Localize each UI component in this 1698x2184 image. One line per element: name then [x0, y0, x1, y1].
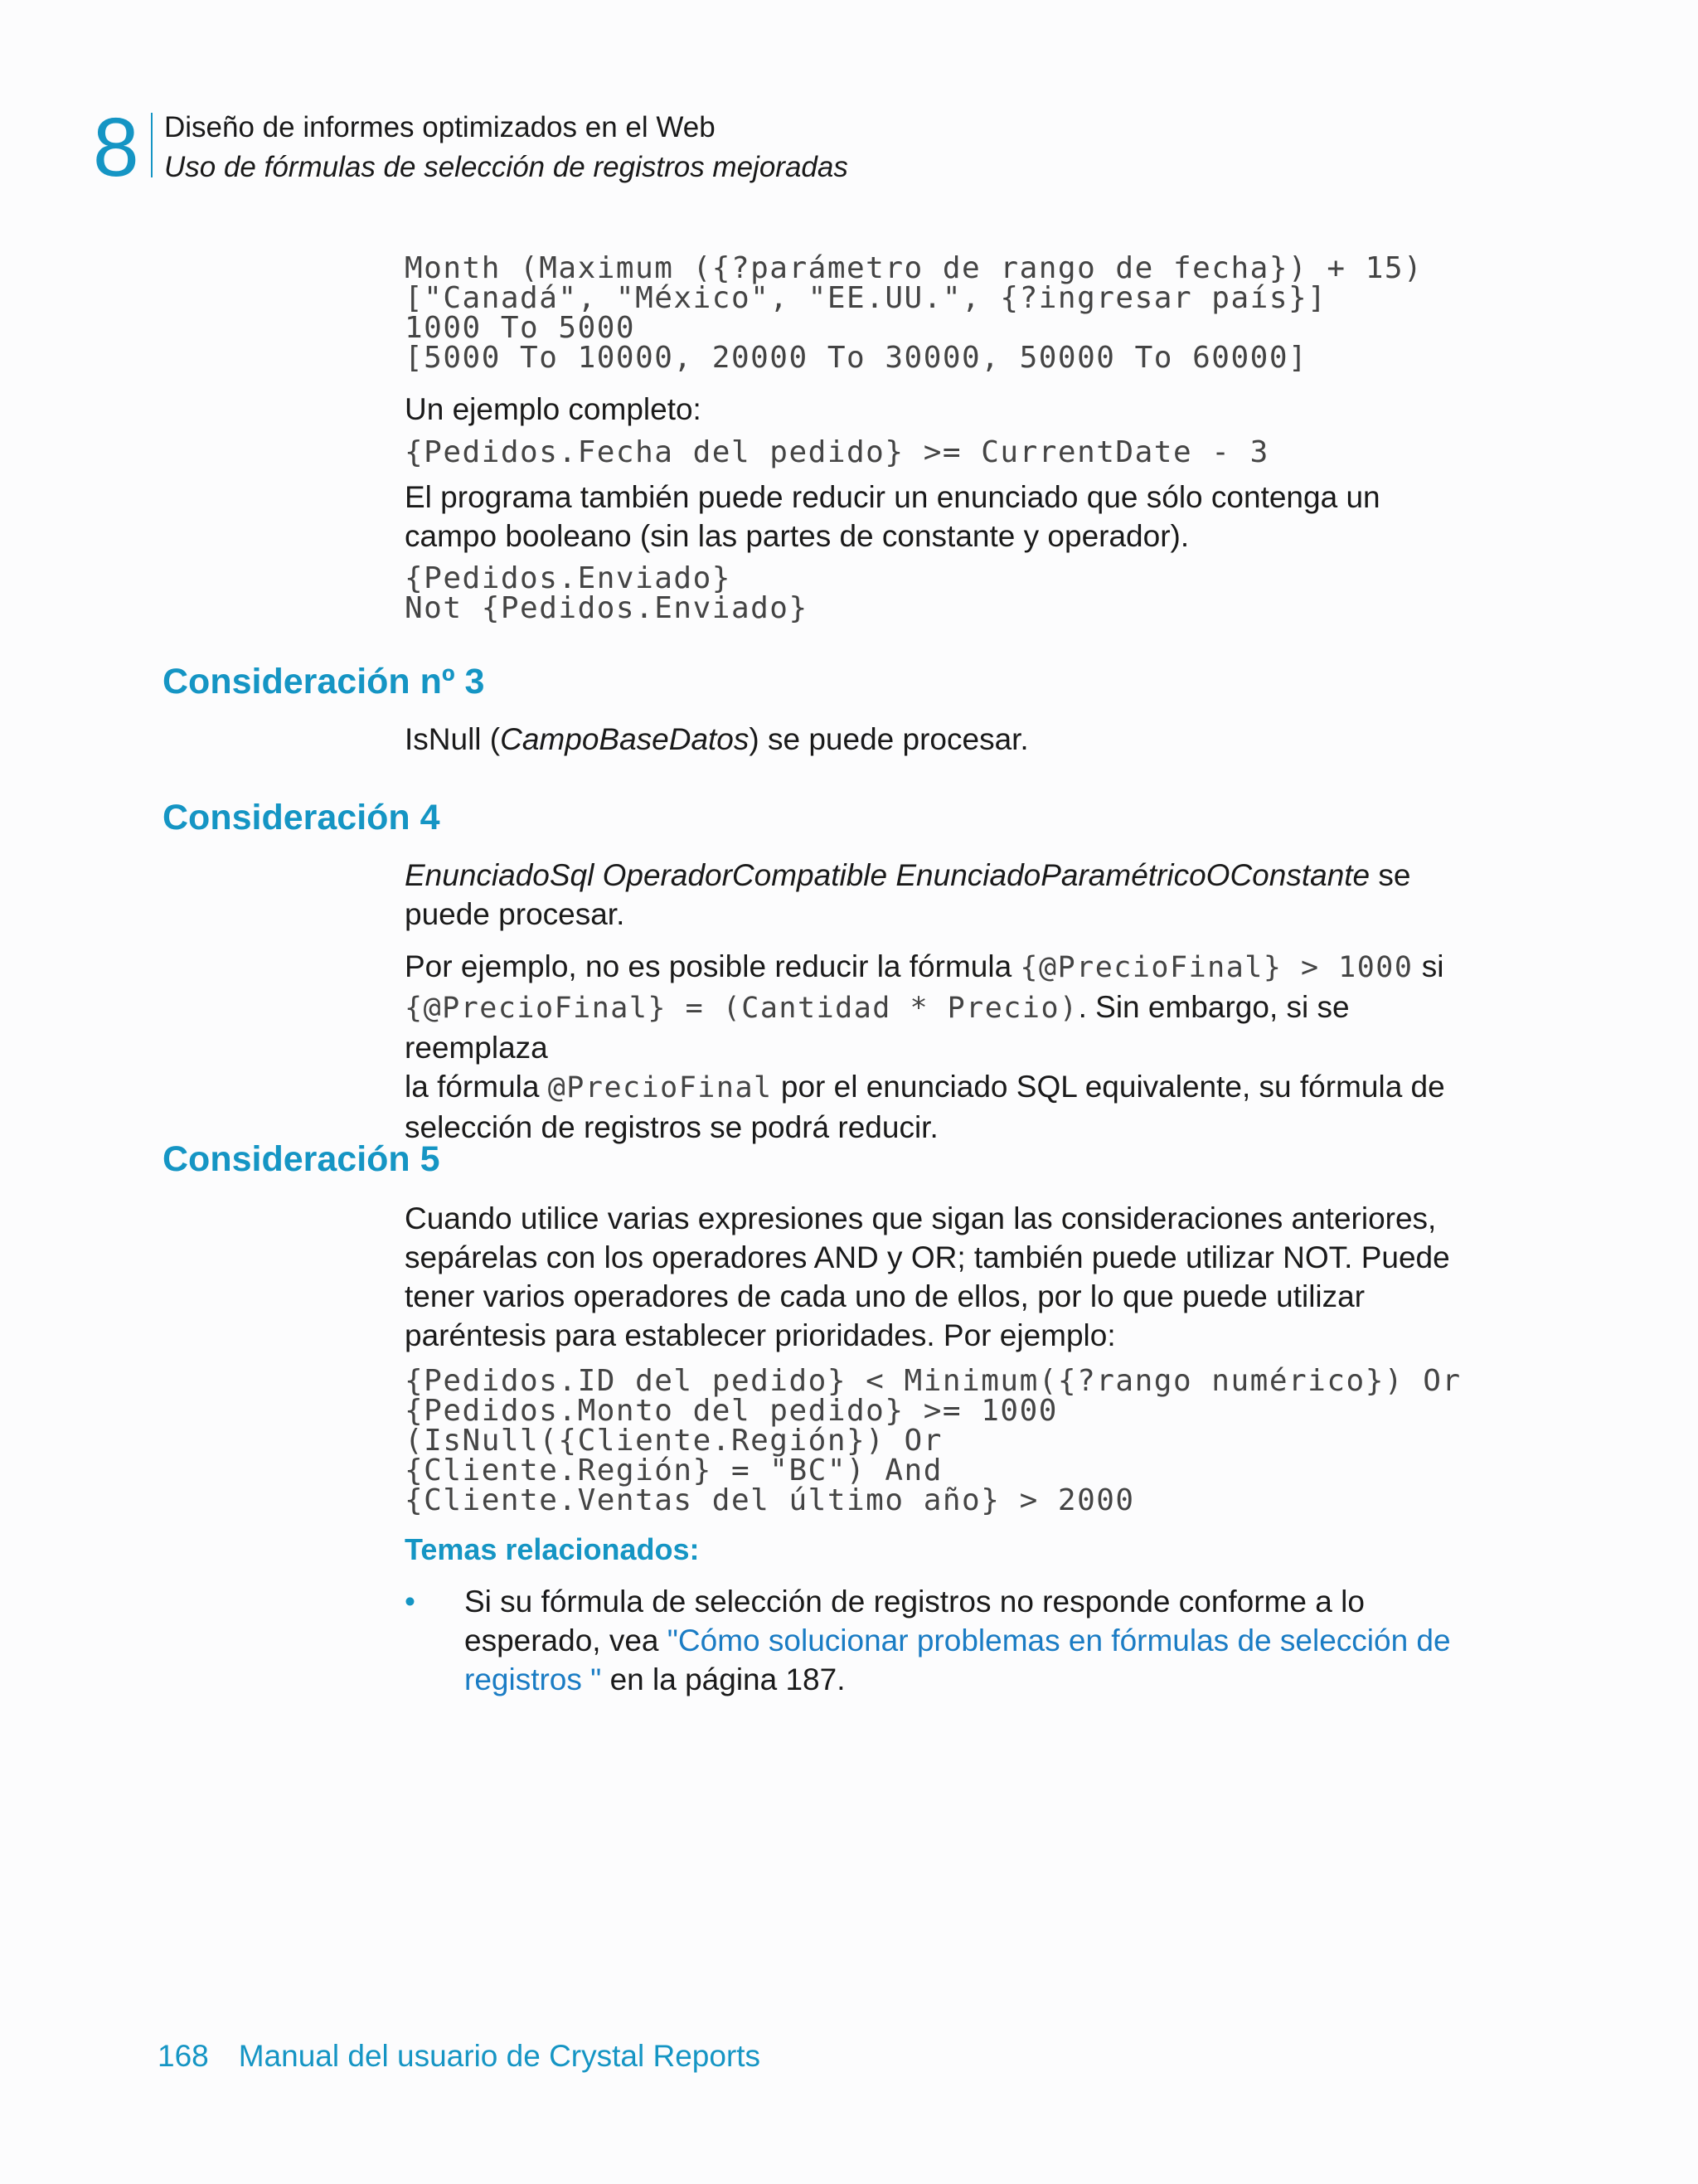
section-heading: Consideración nº 3	[163, 662, 485, 701]
code-line: {Cliente.Región} = "BC") And	[405, 1454, 943, 1488]
section5-paragraph	[405, 1199, 1499, 1355]
body-line: sepárelas con los operadores AND y OR; también puede utilizar NOT. Puede	[405, 1240, 1450, 1274]
list-item	[405, 1582, 1499, 1699]
body-line: tener varios operadores de cada uno de ellos, por lo que puede utilizar	[405, 1279, 1366, 1313]
code-line: Not {Pedidos.Enviado}	[405, 591, 808, 625]
page-footer	[158, 2038, 760, 2075]
text-run: selección de registros se podrá reducir.	[405, 1110, 939, 1144]
inline-code: @PrecioFinal	[547, 1071, 773, 1104]
complete-example-code	[405, 435, 1499, 469]
code-line: ["Canadá", "México", "EE.UU.", {?ingresar país}]	[405, 281, 1327, 315]
text-run: IsNull (	[405, 722, 501, 756]
inline-code: {@PrecioFinal} = (Cantidad * Precio)	[405, 992, 1079, 1025]
text-run: si	[1413, 949, 1444, 983]
related-topics-list	[405, 1582, 1499, 1699]
code-block-boolean	[405, 561, 1499, 625]
italic-term: CampoBaseDatos	[500, 722, 750, 756]
text-run: la fórmula	[405, 1070, 548, 1104]
section-heading: Consideración 5	[163, 1139, 440, 1179]
chapter-number: 8	[93, 101, 139, 194]
complete-example-label	[405, 390, 1499, 429]
code-line: (IsNull({Cliente.Región}) Or	[405, 1424, 943, 1458]
cross-reference-link[interactable]: "Cómo solucionar problemas en fórmulas de selección de	[667, 1623, 1451, 1657]
text-run: esperado, vea	[464, 1623, 667, 1657]
text-run: en la página 187.	[601, 1662, 846, 1696]
section4-paragraph-2	[405, 947, 1499, 1147]
code-line: {Pedidos.ID del pedido} < Minimum({?rango numérico}) Or	[405, 1364, 1462, 1398]
body-line: Cuando utilice varias expresiones que sigan las consideraciones anteriores,	[405, 1201, 1437, 1235]
code-block-section5	[405, 1366, 1499, 1516]
section3-paragraph	[405, 720, 1499, 759]
related-topics	[405, 1532, 1499, 1567]
code-line: {Pedidos.Fecha del pedido} >= CurrentDate - 3	[405, 435, 1269, 469]
boolean-paragraph	[405, 478, 1499, 556]
code-line: {Pedidos.Enviado}	[405, 561, 731, 595]
inline-code: {@PrecioFinal} > 1000	[1020, 951, 1414, 984]
header-divider	[151, 113, 153, 177]
text-run: ) se puede procesar.	[749, 722, 1029, 756]
italic-term: EnunciadoSql OperadorCompatible EnunciadoParamétricoOConstante	[405, 858, 1371, 892]
page-number: 168	[158, 2039, 209, 2073]
related-topics-heading: Temas relacionados:	[405, 1532, 700, 1566]
body-line: paréntesis para establecer prioridades. Por ejemplo:	[405, 1318, 1116, 1352]
body-line: campo booleano (sin las partes de constante y operador).	[405, 519, 1190, 553]
body-paragraph	[405, 720, 1499, 759]
code-line: 1000 To 5000	[405, 311, 636, 345]
code-line: {Cliente.Ventas del último año} > 2000	[405, 1483, 1135, 1517]
code-line: [5000 To 10000, 20000 To 30000, 50000 To 60000]	[405, 341, 1308, 375]
text-run: por el enunciado SQL equivalente, su fórmula de	[772, 1070, 1445, 1104]
body-line: El programa también puede reducir un enunciado que sólo contenga un	[405, 480, 1380, 514]
body-paragraph: Un ejemplo completo:	[405, 392, 701, 426]
bullet-icon: •	[405, 1585, 415, 1619]
chapter-title: Diseño de informes optimizados en el Web	[164, 111, 716, 143]
manual-title: Manual del usuario de Crystal Reports	[238, 2039, 761, 2073]
text-run: se	[1370, 858, 1411, 892]
section4-paragraph-1	[405, 856, 1499, 934]
text-run: Por ejemplo, no es posible reducir la fórmula	[405, 949, 1021, 983]
chapter-subtitle: Uso de fórmulas de selección de registros mejoradas	[164, 151, 848, 183]
code-line: Month (Maximum ({?parámetro de rango de fecha}) + 15)	[405, 251, 1424, 285]
text-run: puede procesar.	[405, 897, 625, 931]
list-item-text	[464, 1582, 1499, 1699]
cross-reference-link[interactable]: registros "	[464, 1662, 602, 1696]
code-line: {Pedidos.Monto del pedido} >= 1000	[405, 1394, 1058, 1428]
text-run: . Sin embargo, si se reemplaza	[405, 990, 1350, 1065]
text-run: Si su fórmula de selección de registros no responde conforme a lo	[464, 1585, 1365, 1619]
section-heading: Consideración 4	[163, 798, 440, 837]
code-block-examples	[405, 251, 1499, 375]
body-paragraph	[405, 947, 1499, 1147]
body-paragraph	[405, 856, 1499, 934]
